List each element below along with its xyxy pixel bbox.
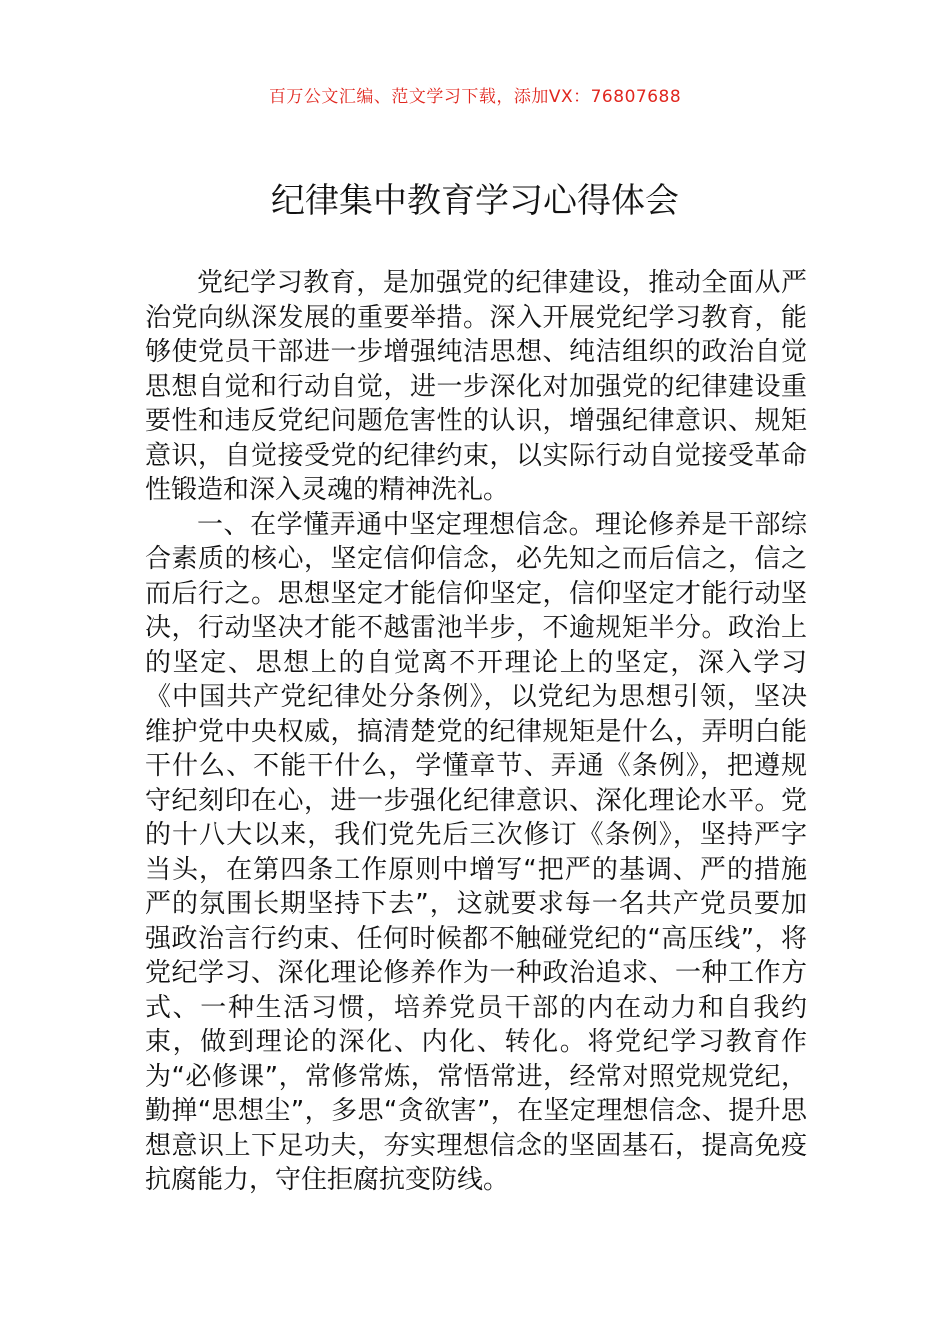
document-body [145,266,807,1198]
paragraph-section-one: 一、在学懂弄通中坚定理想信念。理论修养是干部综合素质的核心，坚定信仰信念，必先知之而后信之，信之而后行之。思想坚定才能信仰坚定，信仰坚定才能行动坚决，行动坚决才能不越雷池半步，不逾规矩半分。政治上的坚定、思想上的自觉离不开理论上的坚定，深入学习《中国共产党纪律处分条例》，以党纪为思想引领，坚决维护党中央权威，搞清楚党的纪律规矩是什么，弄明白能干什么、不能干什么，学懂章节、弄通《条例》，把遵规守纪刻印在心，进一步强化纪律意识、深化理论水平。党的十八大以来，我们党先后三次修订《条例》，坚持严字当头，在第四条工作原则中增写“把严的基调、严的措施严的氛围长期坚持下去”，这就要求每一名共产党员要加强政治言行约束、任何时候都不触碰党纪的“高压线”，将党纪学习、深化理论修养作为一种政治追求、一种工作方式、一种生活习惯，培养党员干部的内在动力和自我约束，做到理论的深化、内化、转化。将党纪学习教育作为“必修课”，常修常炼，常悟常进，经常对照党规党纪，勤掸“思想尘”，多思“贪欲害”，在坚定理想信念、提升思想意识上下足功夫，夯实理想信念的坚固基石，提高免疫抗腐能力，守住拒腐抗变防线。 [145,509,807,1195]
download-promo-note: 百万公文汇编、范文学习下载，添加VX：76807688 [268,87,682,107]
paragraph-intro: 党纪学习教育，是加强党的纪律建设，推动全面从严治党向纵深发展的重要举措。深入开展党纪学习教育，能够使党员干部进一步增强纯洁思想、纯洁组织的政治自觉思想自觉和行动自觉，进一步深化对加强党的纪律建设重要性和违反党纪问题危害性的认识，增强纪律意识、规矩意识，自觉接受党的纪律约束，以实际行动自觉接受革命性锻造和深入灵魂的精神洗礼。 [145,268,807,505]
document-title: 纪律集中教育学习心得体会 [271,181,679,221]
